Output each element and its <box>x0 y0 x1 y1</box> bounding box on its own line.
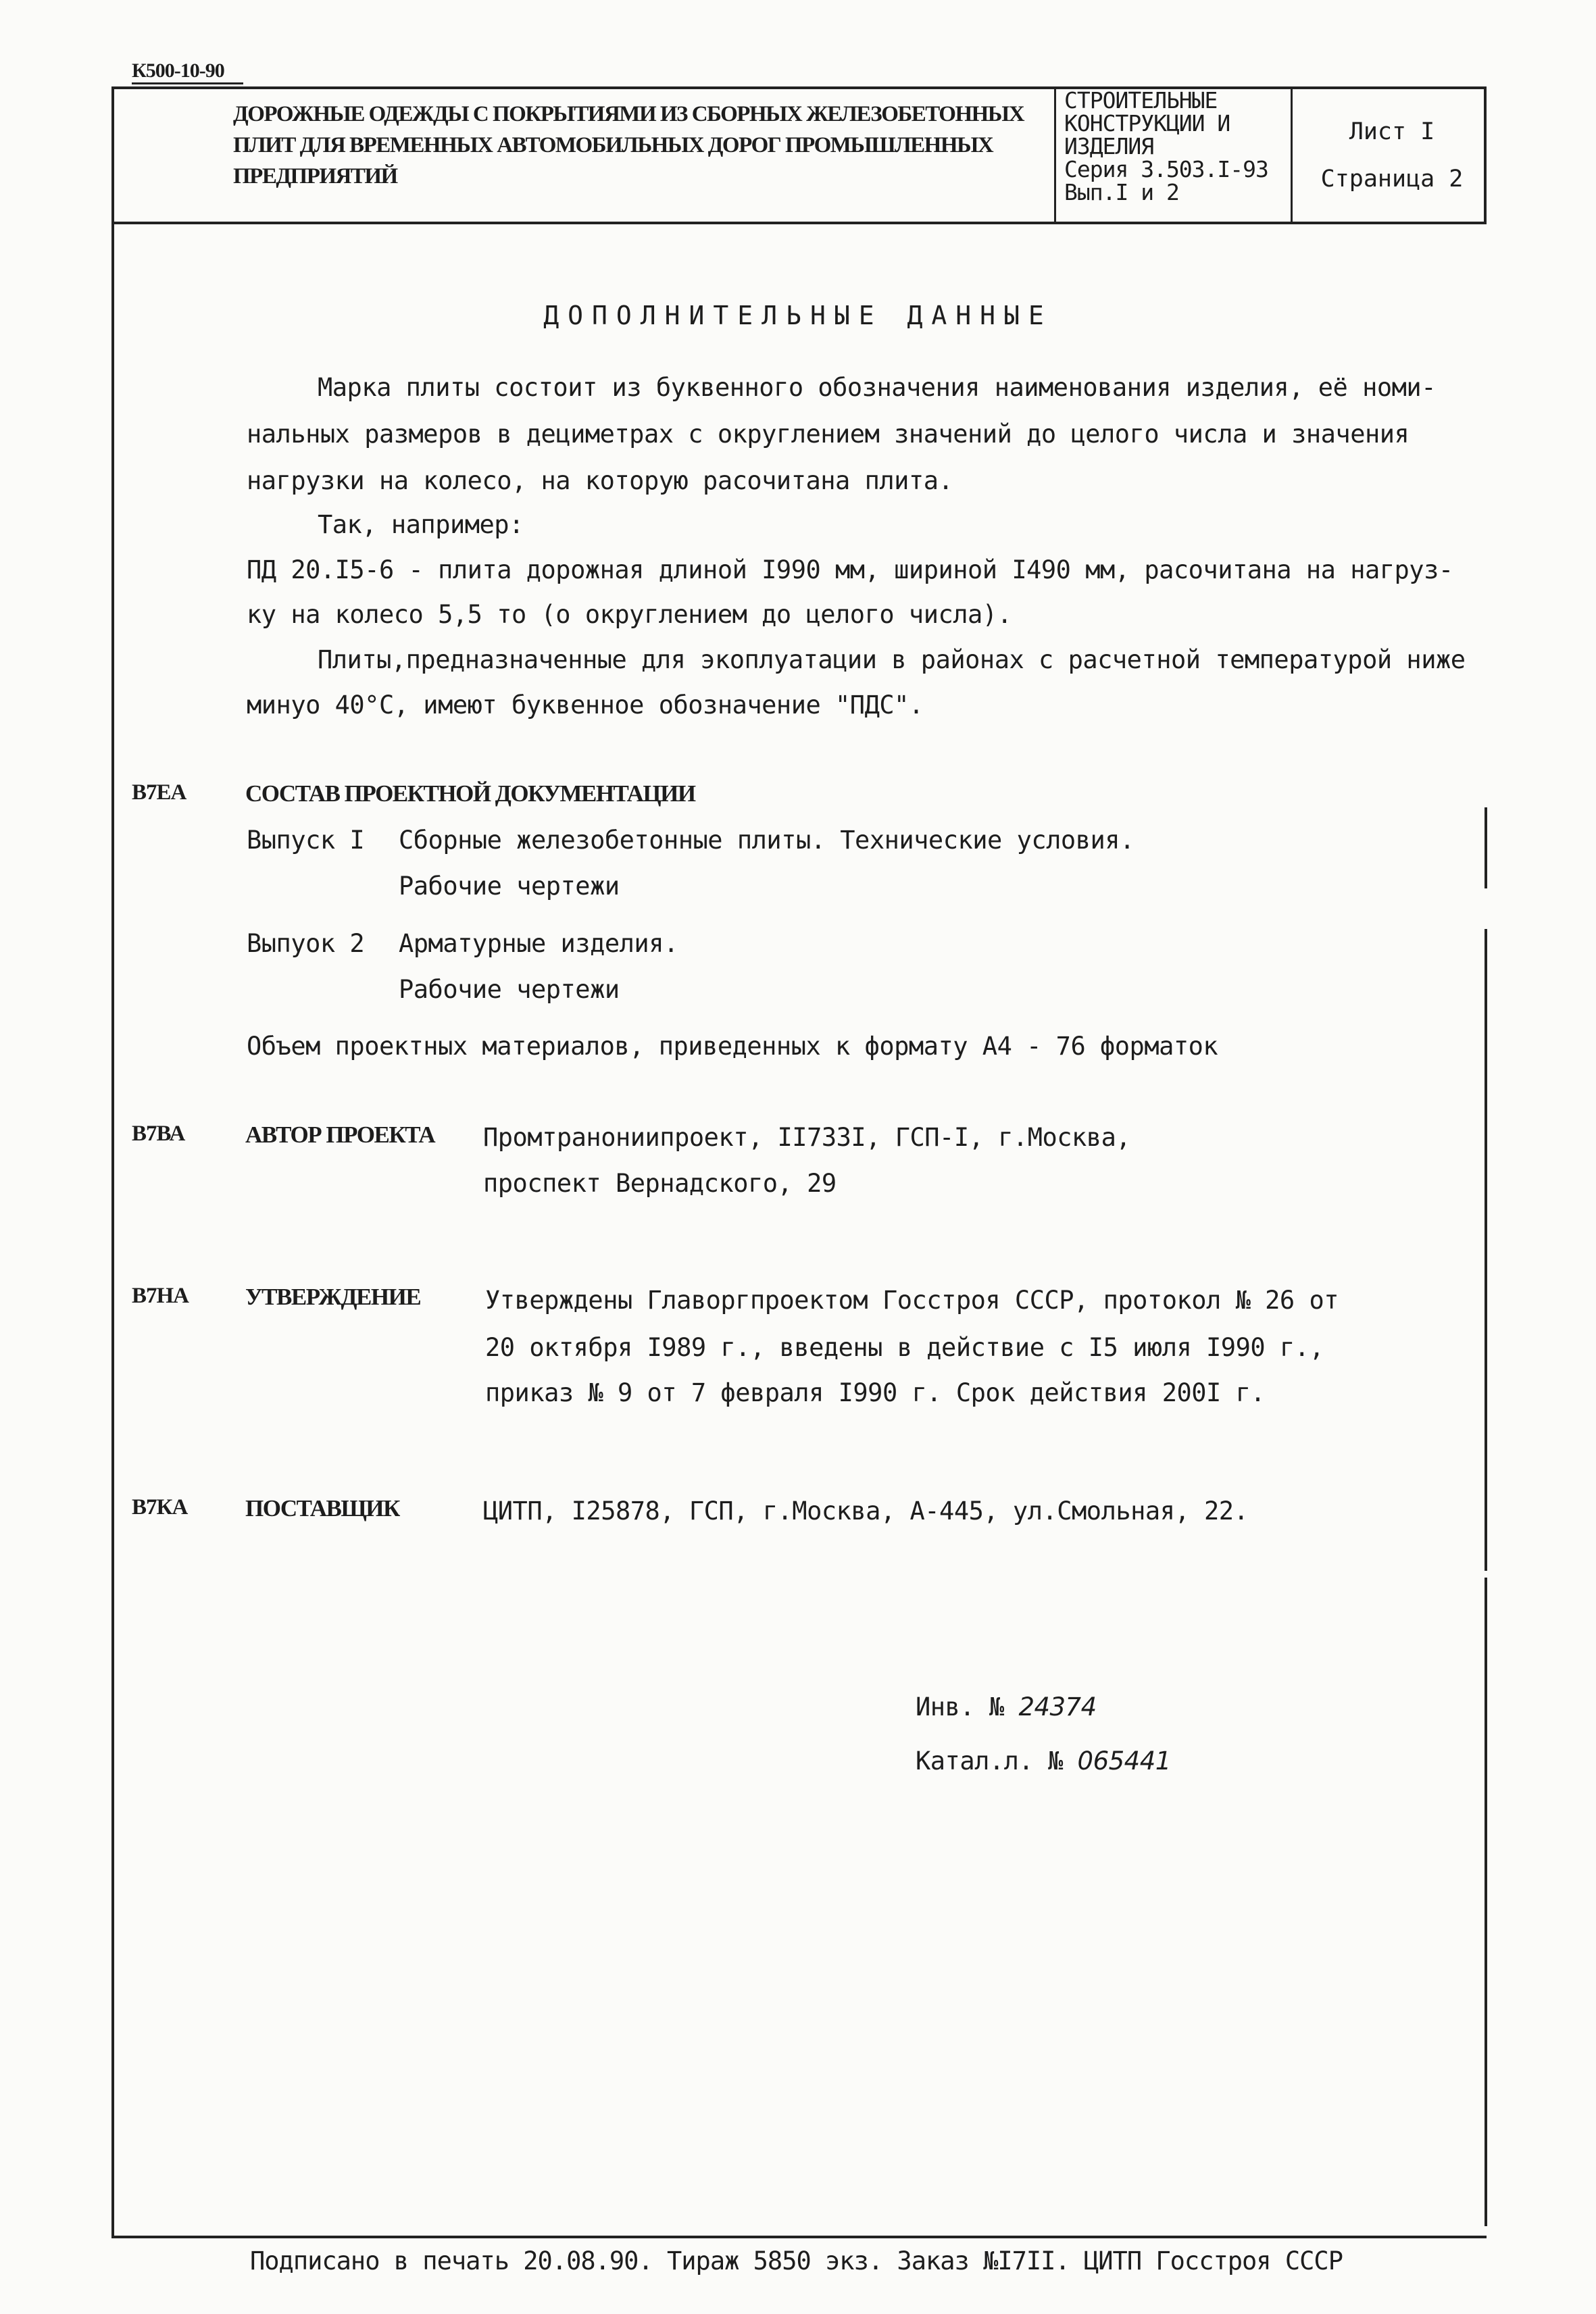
print-footer: Подписано в печать 20.08.90. Тираж 5850 экз. Заказ №I7II. ЦИТП Госстроя СССР <box>250 2246 1343 2275</box>
inventory-number: 24374 <box>1018 1692 1097 1721</box>
header-title-line: ДОРОЖНЫЕ ОДЕЖДЫ С ПОКРЫТИЯМИ ИЗ СБОРНЫХ ЖЕЛЕЗОБЕТОННЫХ <box>233 102 1024 126</box>
header-series: Серия 3.503.I-93 <box>1064 156 1268 182</box>
header-category-line: СТРОИТЕЛЬНЫЕ <box>1064 87 1218 114</box>
section-heading: ДОПОЛНИТЕЛЬНЫЕ ДАННЫЕ <box>543 301 1053 330</box>
author-title: АВТОР ПРОЕКТА <box>245 1122 435 1148</box>
approval-line: Утверждены Главоргпроектом Госстроя СССР, протокол № 26 от <box>485 1286 1339 1315</box>
issue-2-line: Рабочие чертежи <box>399 975 620 1004</box>
header-issue: Вып.I и 2 <box>1064 179 1179 205</box>
issue-1-line: Сборные железобетонные плиты. Технические условия. <box>399 826 1134 855</box>
intro-line: Марка плиты состоит из буквенного обозначения наименования изделия, её номи- <box>318 373 1436 402</box>
note-line: минуо 40°С, имеют буквенное обозначение "ПДС". <box>247 690 924 720</box>
issue-2-line: Арматурные изделия. <box>399 929 678 958</box>
header-sheet-info <box>1301 108 1483 203</box>
author-line: проспект Вернадского, 29 <box>483 1169 837 1198</box>
header-divider-1 <box>1054 86 1056 222</box>
intro-line: нальных размеров в дециметрах с округлением значений до целого числа и значения <box>247 420 1410 449</box>
catalog-label: Катал.л. № <box>916 1746 1063 1776</box>
supplier-title: ПОСТАВЩИК <box>245 1495 399 1521</box>
page-number: Страница 2 <box>1320 166 1464 193</box>
header-category-line: ИЗДЕЛИЯ <box>1064 133 1154 159</box>
header-category <box>1064 89 1294 204</box>
approval-line: 20 октября I989 г., введены в действие с I5 июля I990 г., <box>485 1333 1324 1362</box>
catalog-line <box>916 1746 1171 1776</box>
intro-line: нагрузки на колесо, на которую расочитана плита. <box>247 466 953 495</box>
supplier-text: ЦИТП, I25878, ГСП, г.Москва, А-445, ул.Смольная, 22. <box>483 1496 1249 1526</box>
header-category-line: КОНСТРУКЦИИ И <box>1064 110 1230 136</box>
inventory-line <box>916 1692 1097 1721</box>
approval-code: В7НА <box>132 1284 189 1308</box>
approval-title: УТВЕРЖДЕНИЕ <box>245 1284 421 1310</box>
approval-line: приказ № 9 от 7 февраля I990 г. Срок действия 200I г. <box>485 1378 1266 1407</box>
frame-left-border <box>111 86 114 2238</box>
document-code: К500-10-90 <box>132 59 224 82</box>
volume-line: Объем проектных материалов, приведенных к формату А4 - 76 форматок <box>247 1032 1218 1061</box>
page-frame <box>111 86 1487 2238</box>
sheet-number: Лист I <box>1349 118 1435 145</box>
author-code: В7ВА <box>132 1122 185 1146</box>
header-title-line: ПРЕДПРИЯТИЙ <box>233 164 397 188</box>
author-line: Промтранониипроект, II733I, ГСП-I, г.Москва, <box>483 1123 1131 1152</box>
catalog-number: 065441 <box>1077 1746 1171 1776</box>
issue-1-label: Выпуск I <box>247 826 365 855</box>
header-title-line: ПЛИТ ДЛЯ ВРЕМЕННЫХ АВТОМОБИЛЬНЫХ ДОРОГ ПРОМЫШЛЕННЫХ <box>233 133 993 157</box>
note-line: Плиты,предназначенные для экоплуатации в районах с расчетной температурой ниже <box>318 645 1466 674</box>
example-line: ку на колесо 5,5 то (о округлением до целого числа). <box>247 600 1012 629</box>
supplier-code: В7КА <box>132 1495 188 1519</box>
frame-bottom-border <box>111 2236 1487 2238</box>
header-right-border <box>1484 86 1487 222</box>
code-underline <box>132 82 243 84</box>
right-margin-mark-1 <box>1485 807 1487 888</box>
example-label: Так, например: <box>318 510 524 539</box>
issue-1-line: Рабочие чертежи <box>399 872 620 901</box>
example-line: ПД 20.I5-6 - плита дорожная длиной I990 мм, шириной I490 мм, расочитана на нагруз- <box>247 555 1453 584</box>
right-margin-mark-2 <box>1485 929 1487 1571</box>
inventory-label: Инв. № <box>916 1692 1004 1721</box>
composition-code: В7ЕА <box>132 780 186 805</box>
header-bottom-border <box>111 222 1487 224</box>
header-title <box>233 99 1044 192</box>
right-margin-mark-3 <box>1485 1578 1487 2226</box>
composition-title: СОСТАВ ПРОЕКТНОЙ ДОКУМЕНТАЦИИ <box>245 780 695 807</box>
issue-2-label: Выпуок 2 <box>247 929 365 958</box>
